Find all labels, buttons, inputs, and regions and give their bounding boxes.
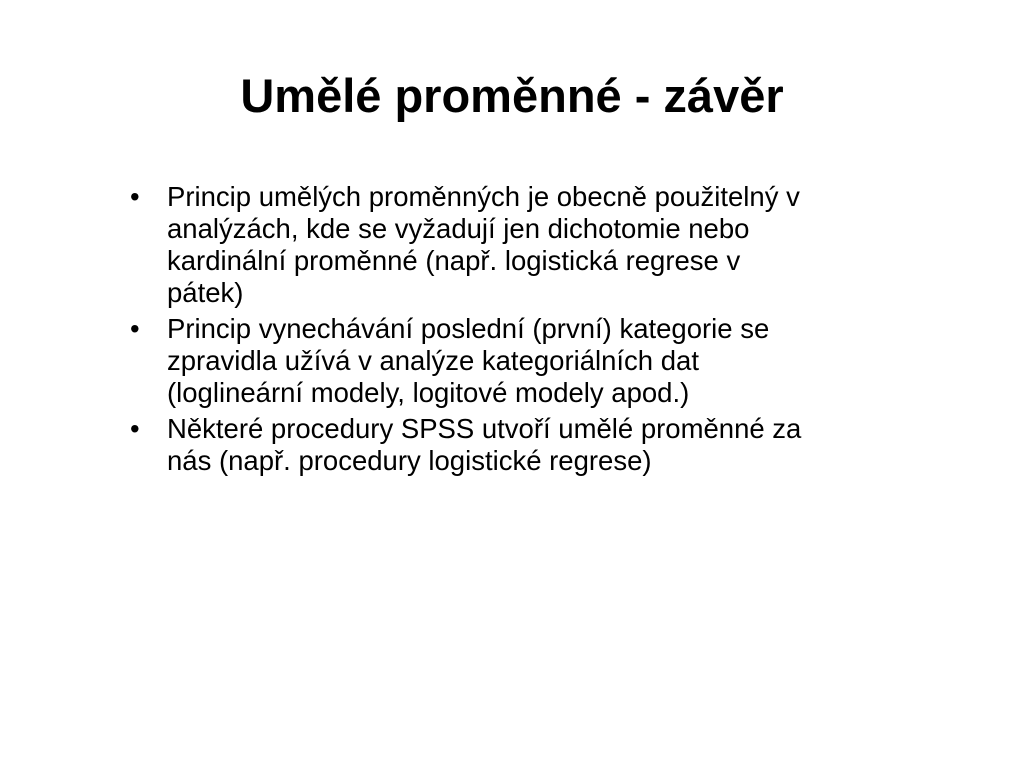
bullet-text-line: zpravidla užívá v analýze kategoriálních dat [167, 345, 699, 376]
bullet-text-line: Některé procedury SPSS utvoří umělé proměnné za [167, 413, 802, 444]
bullet-icon: • [130, 181, 140, 212]
bullet-text-line: Princip vynechávání poslední (první) kategorie se [167, 313, 770, 344]
bullet-text-line: (loglineární modely, logitové modely apod.) [167, 377, 690, 408]
bullet-item-1 [130, 181, 970, 309]
bullet-text-line: analýzách, kde se vyžadují jen dichotomie nebo [167, 213, 750, 244]
bullet-text-line: kardinální proměnné (např. logistická regrese v [167, 245, 741, 276]
bullet-item-3 [130, 413, 970, 477]
bullet-item-2 [130, 313, 970, 409]
bullet-list [130, 181, 970, 481]
slide-title: Umělé proměnné - závěr [240, 69, 784, 122]
bullet-text-line: pátek) [167, 277, 244, 308]
bullet-text-line: nás (např. procedury logistické regrese) [167, 445, 652, 476]
bullet-icon: • [130, 313, 140, 344]
bullet-text-line: Princip umělých proměnných je obecně použitelný v [167, 181, 800, 212]
bullet-icon: • [130, 413, 140, 444]
